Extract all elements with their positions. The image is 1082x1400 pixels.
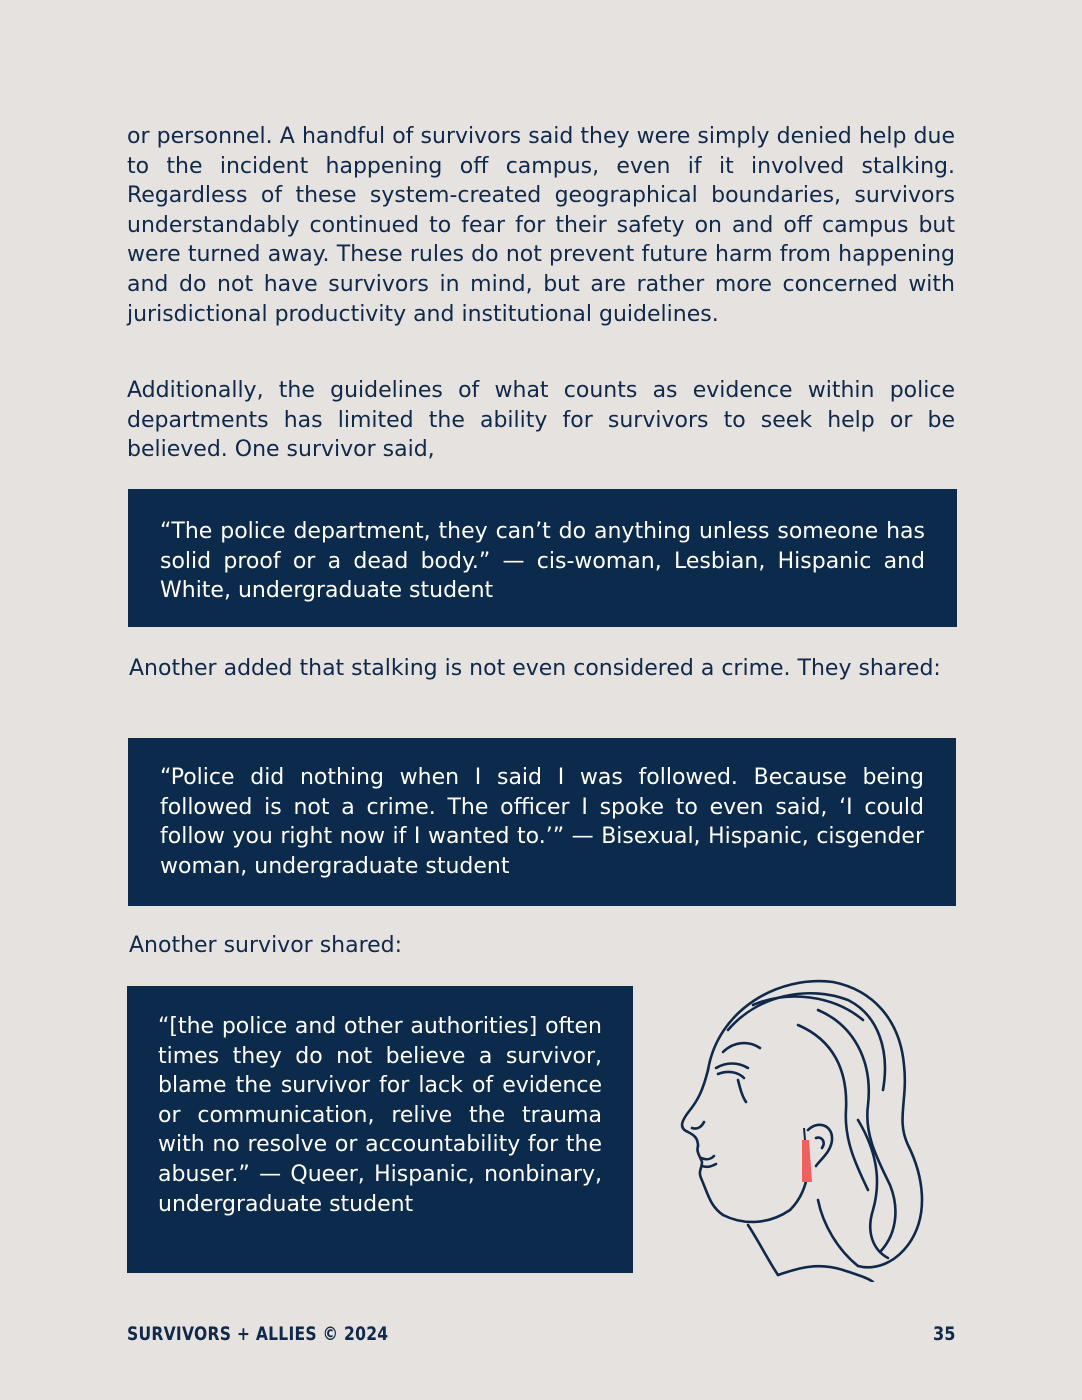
quote-text-3: “[the police and other authorities] often times they do not believe a survivor, blame the survivor for lack of evidence or communication, relive the trauma with no resolve or accountability for the abuser.” — Queer, Hispanic, nonbinary, undergraduate student (158, 1014, 602, 1217)
quote-box-3 (127, 986, 633, 1273)
quote-text-2: “Police did nothing when I said I was followed. Because being followed is not a crime. The officer I spoke to even said, ‘I could follow you right now if I wanted to.’” — Bisexual, Hispanic, cisgender woman, undergraduate student (160, 765, 924, 879)
page-number: 35 (932, 1323, 955, 1345)
footer-publisher: SURVIVORS + ALLIES © 2024 (127, 1323, 389, 1345)
quote-box-1 (128, 489, 957, 627)
body-paragraph-4: Another survivor shared: (129, 933, 403, 958)
body-paragraph-2: Additionally, the guidelines of what counts as evidence within police departments has limited the ability for survivors to seek help or be believed. One survivor said, (127, 378, 955, 463)
quote-text-1: “The police department, they can’t do anything unless someone has solid proof or a dead body.” — cis-woman, Lesbian, Hispanic and White, undergraduate student (160, 519, 925, 604)
quote-box-2 (128, 738, 956, 906)
body-paragraph-1: or personnel. A handful of survivors said they were simply denied help due to the incident happening off campus, even if it involved stalking. Regardless of these system-created geographical boundaries, survivors understandably continued to fear for their safety on and off campus but were turned away. These rules do not prevent future harm from happening and do not have survivors in mind, but are rather more concerned with jurisdictional productivity and institutional guidelines. (127, 124, 955, 327)
body-paragraph-3: Another added that stalking is not even considered a crime. They shared: (129, 656, 941, 681)
woman-profile-illustration-icon (668, 970, 938, 1282)
